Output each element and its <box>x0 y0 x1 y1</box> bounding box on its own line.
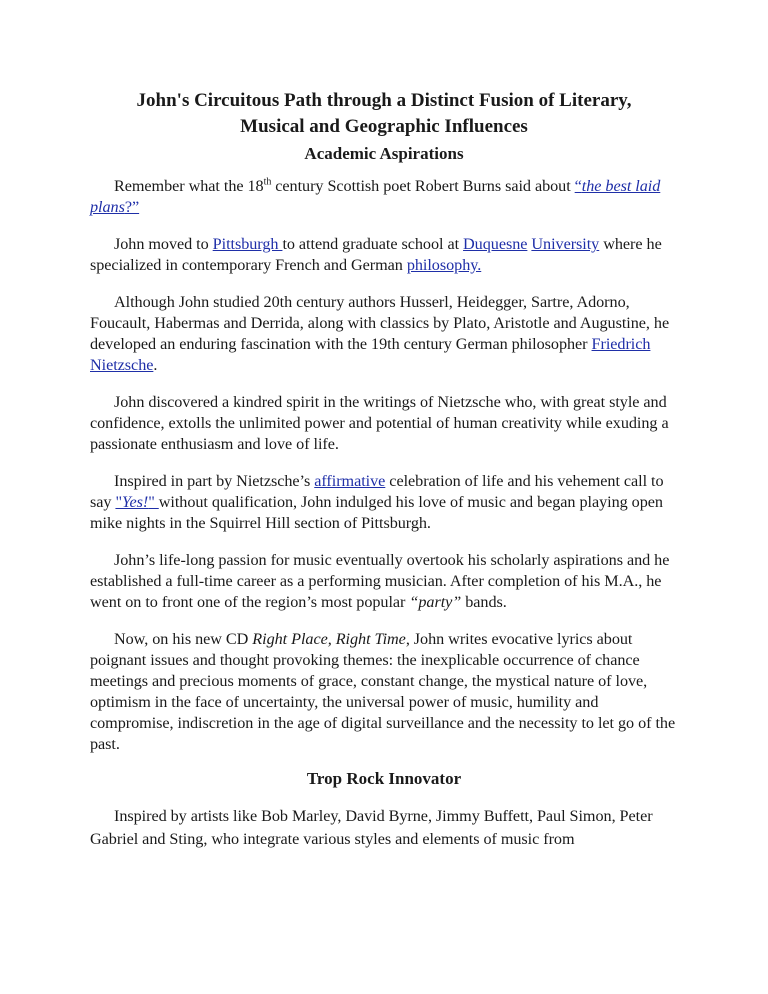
text: century Scottish poet Robert Burns said about <box>271 177 575 195</box>
text: to attend graduate school at <box>282 235 464 253</box>
text: John’s life-long passion for music eventually overtook his scholarly aspirations and he established a full-time career as a performing musician. After completion of his M.A., he went on to front one of the region’s most popular <box>90 551 670 611</box>
paragraph-new-cd <box>90 629 678 755</box>
affirmative-link[interactable]: affirmative <box>314 472 386 490</box>
philosophy-link[interactable]: philosophy. <box>406 256 482 274</box>
nietzsche-link[interactable]: Nietzsche <box>90 356 154 374</box>
document-title <box>90 88 678 140</box>
party-italic: “party” <box>409 593 462 611</box>
text: where he specialized in contemporary French and German <box>90 235 662 274</box>
section-heading-academic: Academic Aspirations <box>304 144 464 163</box>
text: Remember what the 18 <box>114 177 264 195</box>
paragraph-career <box>90 550 678 613</box>
text: , John writes evocative lyrics about poignant issues and thought provoking themes: the inexplicable occurrence of chance meetings and precious moments of grace, constant change, the mystical nature of love, optimism in the face of uncertainty, the universal power of music, humility and compromise, indiscretion in the age of digital surveillance and the necessity to let go of the past. <box>90 630 676 753</box>
cd-title-italic: Right Place, Right Time <box>252 630 406 648</box>
paragraph-kindred-spirit: John discovered a kindred spirit in the writings of Nietzsche who, with great style and confidence, extolls the unlimited power and potential of human creativity while exuding a passionate enthusiasm and love of life. <box>90 393 669 453</box>
text: Although John studied 20th century authors Husserl, Heidegger, Sartre, Adorno, Foucault, Habermas and Derrida, along with classics by Plato, Aristotle and Augustine, he developed an enduring fascination with the 19th century German philosopher <box>90 293 670 353</box>
duquesne-link[interactable]: Duquesne <box>463 235 528 253</box>
paragraph-inspired-artists: Inspired by artists like Bob Marley, David Byrne, Jimmy Buffett, Paul Simon, Peter Gabriel and Sting, who integrate various styles and elements of music from <box>90 807 653 848</box>
friedrich-link[interactable]: Friedrich <box>591 335 651 353</box>
yes-link[interactable]: "Yes!" <box>115 493 159 511</box>
title-line-1: John's Circuitous Path through a Distinct Fusion of Literary, <box>136 90 632 111</box>
text: John moved to <box>114 235 213 253</box>
paragraph-pittsburgh <box>90 234 678 276</box>
text: without qualification, John indulged his love of music and began playing open mike nights in the Squirrel Hill section of Pittsburgh. <box>90 493 663 532</box>
text: Inspired in part by Nietzsche’s <box>114 472 315 490</box>
text: bands. <box>461 593 507 611</box>
text: . <box>153 356 158 374</box>
section-heading-trop-rock: Trop Rock Innovator <box>306 769 462 788</box>
superscript: th <box>263 176 272 188</box>
paragraph-burns <box>90 176 678 218</box>
text: celebration of life and his vehement call to say <box>90 472 664 511</box>
text: Now, on his new CD <box>114 630 253 648</box>
title-line-2: Musical and Geographic Influences <box>240 116 528 137</box>
best-laid-plans-link[interactable]: “the best laid plans?” <box>90 177 661 216</box>
paragraph-studies <box>90 292 678 376</box>
paragraph-affirmative <box>90 471 678 534</box>
university-link[interactable]: University <box>531 235 600 253</box>
pittsburgh-link[interactable]: Pittsburgh <box>212 235 283 253</box>
